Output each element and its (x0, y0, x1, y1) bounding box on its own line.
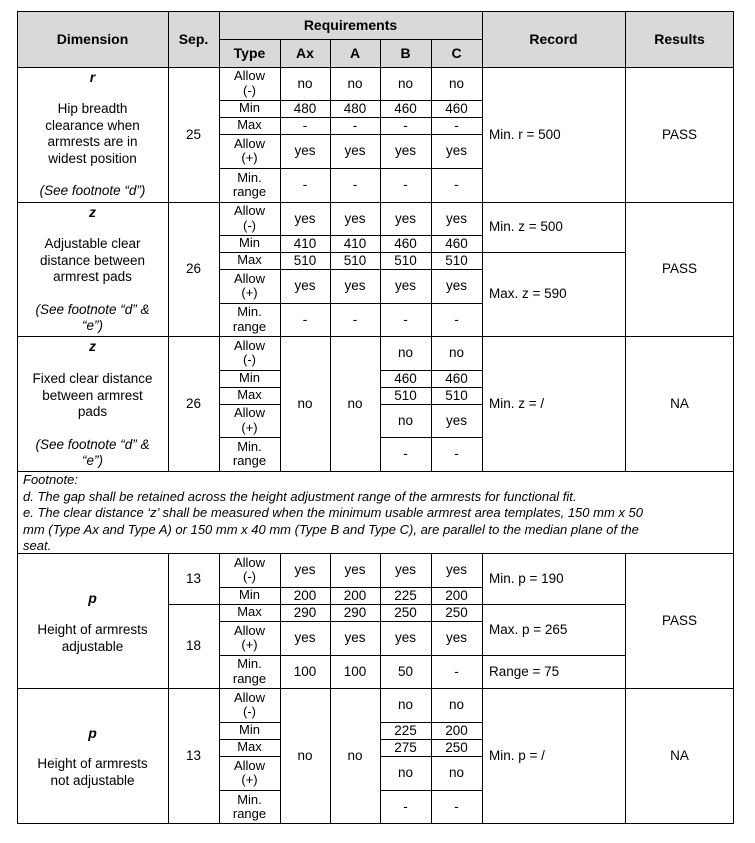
value-cell: - (454, 177, 459, 192)
value-cell: yes (294, 562, 316, 577)
value-cell: yes (445, 562, 467, 577)
value-cell: yes (344, 143, 366, 158)
value-cell: 100 (343, 663, 367, 679)
value-cell: no (448, 765, 465, 780)
type-cell: Min (239, 587, 260, 603)
dimension-symbol: z (89, 204, 96, 220)
type-cell: Max (237, 387, 262, 403)
type-cell: Min. range (232, 791, 267, 821)
value-cell: - (352, 117, 358, 133)
value-cell: 200 (445, 587, 468, 603)
value-cell: - (302, 177, 308, 192)
value-cell: 250 (445, 604, 468, 620)
dimension-cell (17, 688, 168, 824)
result-cell: PASS (661, 261, 697, 276)
header-type: Type (219, 39, 280, 67)
value-cell: - (302, 311, 308, 327)
value-cell: 275 (394, 739, 417, 755)
sep-cell: 25 (185, 126, 202, 142)
value-cell: yes (445, 630, 467, 645)
record-cell: Range = 75 (489, 663, 560, 679)
value-cell: 510 (394, 252, 417, 268)
value-cell: 460 (445, 235, 468, 251)
sep-cell: 26 (185, 395, 202, 411)
footnote-d: d. The gap shall be retained across the height adjustment range of the armrests for functional fit. (23, 488, 577, 504)
header-col-c: C (431, 39, 482, 67)
value-cell: yes (294, 630, 316, 645)
dimension-cell (17, 553, 168, 688)
header-results: Results (625, 11, 734, 67)
record-cell: Max. z = 590 (489, 286, 567, 301)
type-cell: Max (237, 604, 262, 620)
value-cell: yes (344, 562, 366, 577)
type-cell: Allow (-) (233, 68, 266, 98)
value-cell: no (347, 748, 363, 763)
value-cell: - (454, 311, 459, 327)
value-cell: - (403, 446, 408, 461)
value-cell: no (347, 75, 363, 91)
value-cell: 200 (445, 722, 468, 738)
footnote-e: e. The clear distance ‘z’ shall be measured when the minimum usable armrest area templates, 150 mm x 50 mm (Type Ax and Type A) or 150 mm x 40 mm (Type B and Type C), are parallel to the median plane of the seat. (23, 505, 643, 553)
type-cell: Min. range (232, 169, 267, 199)
value-cell: 290 (343, 604, 367, 620)
dimension-description: Height of armrests not adjustable (37, 756, 148, 788)
type-cell: Max (237, 252, 262, 268)
dimension-cell (17, 336, 168, 471)
value-cell: 200 (293, 587, 317, 603)
value-cell: yes (394, 630, 416, 645)
value-cell: 100 (293, 663, 317, 679)
value-cell: yes (445, 278, 467, 293)
value-cell: yes (294, 210, 316, 226)
value-cell: no (448, 345, 465, 360)
value-cell: 225 (394, 587, 417, 603)
type-cell: Min (239, 100, 260, 116)
type-cell: Min. range (232, 656, 267, 686)
dimension-footnote-ref: (See footnote “d” & “e”) (35, 302, 150, 333)
value-cell: no (448, 75, 465, 91)
record-cell: Max. p = 265 (489, 621, 568, 637)
dimension-description: Adjustable clear distance between armrest pads (39, 236, 146, 284)
footnote-block (17, 471, 734, 553)
value-cell: yes (394, 278, 416, 293)
type-cell: Max (237, 739, 262, 755)
value-cell: no (297, 75, 313, 91)
value-cell: - (403, 799, 408, 814)
header-sep: Sep. (168, 11, 219, 67)
result-cell: NA (670, 748, 689, 763)
record-cell: Min. r = 500 (489, 126, 561, 142)
dimension-symbol: r (89, 69, 96, 85)
type-cell: Allow (-) (233, 337, 266, 367)
header-record: Record (482, 11, 625, 67)
value-cell: yes (445, 412, 467, 428)
type-cell: Allow (-) (233, 689, 266, 719)
value-cell: yes (294, 278, 316, 293)
record-cell: Min. z = / (489, 395, 545, 411)
value-cell: 480 (343, 100, 367, 116)
header-requirements: Requirements (219, 11, 482, 39)
type-cell: Max (237, 117, 262, 133)
type-cell: Min (239, 370, 260, 386)
dimension-cell (17, 67, 168, 202)
dimension-symbol: p (88, 725, 97, 741)
value-cell: - (302, 117, 308, 133)
value-cell: - (403, 177, 408, 192)
value-cell: 225 (394, 722, 417, 738)
value-cell: - (403, 117, 408, 133)
type-cell: Allow (-) (233, 203, 266, 233)
value-cell: no (397, 412, 414, 428)
value-cell: yes (445, 210, 467, 226)
header-col-b: B (380, 39, 431, 67)
value-cell: 460 (445, 370, 468, 386)
dimension-symbol: p (88, 590, 97, 606)
value-cell: no (448, 697, 465, 712)
sep-cell: 13 (185, 570, 202, 586)
type-cell: Allow (+) (233, 270, 266, 300)
result-cell: PASS (661, 612, 697, 628)
type-cell: Allow (+) (233, 622, 266, 652)
value-cell: 460 (394, 235, 417, 251)
sep-cell: 26 (185, 261, 202, 276)
value-cell: 460 (445, 100, 468, 116)
dimension-cell (17, 202, 168, 336)
type-cell: Min (239, 235, 260, 251)
type-cell: Allow (+) (233, 405, 266, 435)
value-cell: 510 (293, 252, 317, 268)
value-cell: no (397, 345, 414, 360)
value-cell: no (297, 395, 313, 411)
type-cell: Allow (+) (233, 135, 266, 165)
dimension-footnote-ref: (See footnote “d” & “e”) (35, 437, 150, 468)
dimension-description: Fixed clear distance between armrest pads (32, 371, 153, 419)
record-cell: Min. z = 500 (489, 219, 563, 234)
value-cell: - (403, 311, 408, 327)
value-cell: yes (394, 562, 416, 577)
value-cell: yes (344, 210, 366, 226)
value-cell: yes (294, 143, 316, 158)
value-cell: - (454, 663, 459, 679)
dimension-description: Height of armrests adjustable (37, 622, 148, 654)
value-cell: 510 (394, 387, 417, 403)
record-cell: Min. p = 190 (489, 570, 564, 586)
footnote-title: Footnote: (23, 472, 78, 487)
value-cell: no (297, 748, 313, 763)
dimension-symbol: z (89, 338, 96, 354)
value-cell: 250 (394, 604, 417, 620)
result-cell: PASS (661, 126, 697, 142)
value-cell: - (454, 799, 459, 814)
header-col-ax: Ax (280, 39, 330, 67)
type-cell: Min. range (232, 438, 267, 468)
value-cell: 410 (343, 235, 367, 251)
value-cell: 510 (343, 252, 367, 268)
value-cell: no (397, 765, 414, 780)
value-cell: - (454, 117, 459, 133)
value-cell: - (352, 177, 358, 192)
type-cell: Min. range (232, 304, 267, 334)
value-cell: 510 (445, 387, 468, 403)
sep-cell: 18 (185, 638, 202, 653)
header-dimension: Dimension (17, 11, 168, 67)
value-cell: no (397, 697, 414, 712)
value-cell: yes (394, 210, 416, 226)
value-cell: no (347, 395, 363, 411)
value-cell: 510 (445, 252, 468, 268)
value-cell: 290 (293, 604, 317, 620)
value-cell: no (397, 75, 414, 91)
value-cell: yes (445, 143, 467, 158)
value-cell: 50 (397, 663, 414, 679)
value-cell: 480 (293, 100, 317, 116)
value-cell: - (352, 311, 358, 327)
header-col-a: A (330, 39, 380, 67)
value-cell: 250 (445, 739, 468, 755)
value-cell: yes (344, 630, 366, 645)
sep-cell: 13 (185, 748, 202, 763)
result-cell: NA (670, 395, 689, 411)
value-cell: yes (394, 143, 416, 158)
value-cell: - (454, 446, 459, 461)
type-cell: Allow (-) (233, 554, 266, 584)
type-cell: Allow (+) (233, 757, 266, 787)
value-cell: yes (344, 278, 366, 293)
value-cell: 410 (293, 235, 317, 251)
record-cell: Min. p = / (489, 748, 545, 763)
value-cell: 460 (394, 370, 417, 386)
dimension-footnote-ref: (See footnote “d”) (39, 183, 146, 198)
type-cell: Min (239, 722, 260, 738)
value-cell: 200 (343, 587, 367, 603)
dimension-description: Hip breadth clearance when armrests are in widest position (45, 101, 140, 166)
value-cell: 460 (394, 100, 417, 116)
